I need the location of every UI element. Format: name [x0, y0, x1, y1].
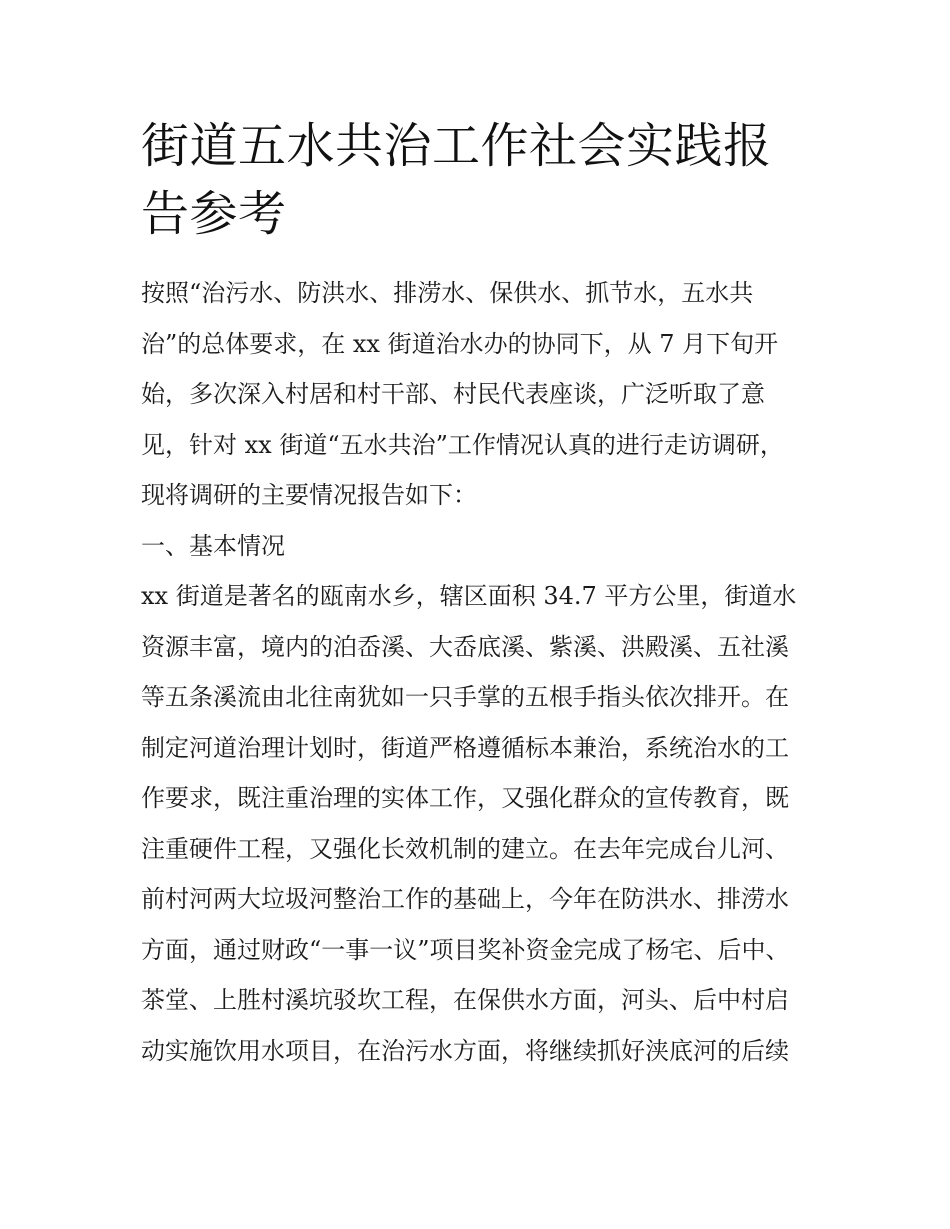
paragraph-line: 等五条溪流由北往南犹如一只手掌的五根手指头依次排开。在: [141, 683, 789, 711]
paragraph-line: 资源丰富，境内的泊岙溪、大岙底溪、紫溪、洪殿溪、五社溪: [141, 632, 789, 661]
paragraph-line: 见，针对 xx 街道“五水共治”工作情况认真的进行走访调研，: [141, 430, 784, 459]
paragraph-line: 作要求，既注重治理的实体工作，又强化群众的宣传教育，既: [141, 784, 789, 812]
section-heading: 一、基本情况: [141, 531, 285, 560]
paragraph-line: 前村河两大垃圾河整治工作的基础上，今年在防洪水、排涝水: [141, 885, 789, 913]
title-line: 告参考: [141, 186, 287, 242]
paragraph-line: 动实施饮用水项目，在治污水方面，将继续抓好浃底河的后续: [141, 1036, 789, 1065]
paragraph-line: xx 街道是著名的瓯南水乡，辖区面积 34.7 平方公里，街道水: [141, 582, 797, 610]
paragraph-line: 治”的总体要求，在 xx 街道治水办的协同下，从 7 月下旬开: [141, 329, 779, 358]
paragraph-line: 方面，通过财政“一事一议”项目奖补资金完成了杨宅、后中、: [141, 935, 790, 964]
document-title: [141, 112, 821, 248]
paragraph-line: 制定河道治理计划时，街道严格遵循标本兼治，系统治水的工: [141, 733, 789, 762]
paragraph-line: 始，多次深入村居和村干部、村民代表座谈，广泛听取了意: [141, 380, 765, 408]
paragraph-line: 现将调研的主要情况报告如下：: [141, 481, 477, 509]
document-page: [141, 112, 821, 1076]
paragraph-line: 茶堂、上胜村溪坑驳坎工程，在保供水方面，河头、后中村启: [141, 986, 789, 1014]
paragraph-line: 按照“治污水、防洪水、排涝水、保供水、抓节水，五水共: [141, 279, 754, 307]
title-line: 街道五水共治工作社会实践报: [141, 118, 772, 174]
document-body: [141, 268, 821, 1076]
paragraph-line: 注重硬件工程，又强化长效机制的建立。在去年完成台儿河、: [141, 834, 789, 863]
